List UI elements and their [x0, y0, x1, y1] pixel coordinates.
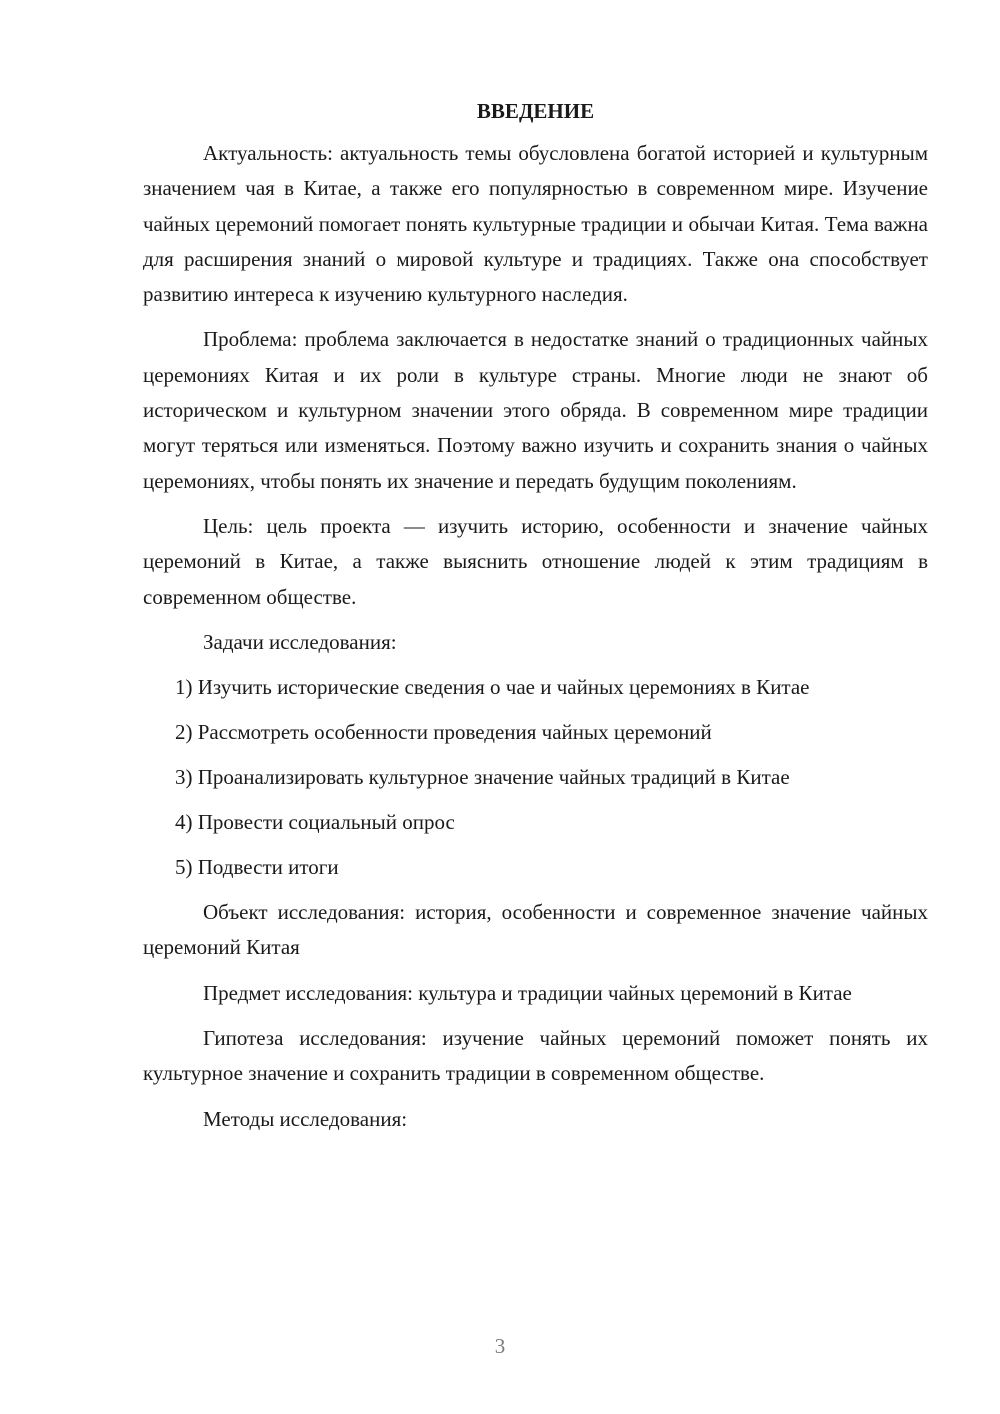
methods-title: Методы исследования: [203, 1106, 408, 1131]
paragraph-hypothesis: Гипотеза исследования: изучение чайных церемоний поможет понять их культурное значение и сохранить традиции в современном обществе. [143, 1026, 928, 1086]
page-number: 3 [494, 1334, 506, 1358]
task-item: 1) Изучить исторические сведения о чае и чайных церемониях в Китае [175, 675, 810, 700]
task-item: 4) Провести социальный опрос [175, 810, 455, 835]
paragraph-relevance: Актуальность: актуальность темы обусловлена богатой историей и культурным значением чая в Китае, а также его популярностью в современном мире. Изучение чайных церемоний помогает понять культурные традиции и обычаи Китая. Тема важна для расширения знаний о мировой культуре и традициях. Также она способствует развитию интереса к изучению культурного наследия. [143, 141, 928, 307]
task-item: 3) Проанализировать культурное значение чайных традиций в Китае [175, 765, 790, 790]
page-content [143, 96, 928, 1147]
paragraph-goal: Цель: цель проекта — изучить историю, особенности и значение чайных церемоний в Китае, а также выяснить отношение людей к этим традициям в современном обществе. [143, 513, 928, 609]
tasks-title: Задачи исследования: [203, 629, 397, 654]
task-item: 2) Рассмотреть особенности проведения чайных церемоний [175, 720, 712, 745]
paragraph-subject: Предмет исследования: культура и традиции чайных церемоний в Китае [203, 980, 852, 1005]
section-heading: ВВЕДЕНИЕ [476, 99, 595, 123]
task-item: 5) Подвести итоги [175, 855, 339, 880]
paragraph-problem: Проблема: проблема заключается в недостатке знаний о традиционных чайных церемониях Китая и их роли в культуре страны. Многие люди не знают об историческом и культурном значении этого обряда. В современном мире традиции могут теряться или изменяться. Поэтому важно изучить и сохранить знания о чайных церемониях, чтобы понять их значение и передать будущим поколениям. [143, 327, 928, 493]
paragraph-object: Объект исследования: история, особенности и современное значение чайных церемоний Китая [143, 900, 928, 960]
